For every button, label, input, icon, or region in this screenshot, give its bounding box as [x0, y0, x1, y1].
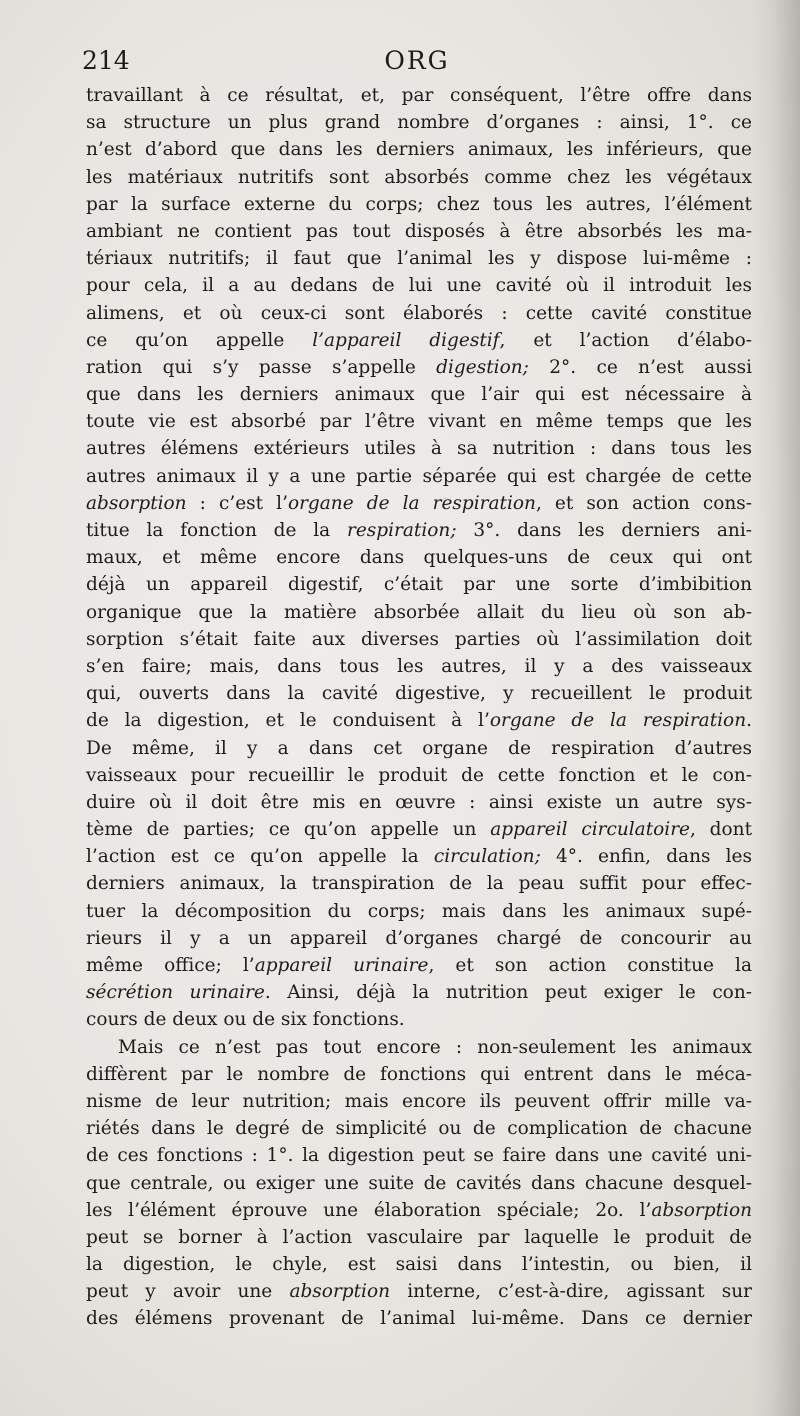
text-line: peut se borner à l’action vasculaire par laquelle le produit de [86, 1226, 752, 1248]
text-line: organique que la matière absorbée allait du lieu où son ab- [86, 601, 752, 623]
text-line: derniers animaux, la transpiration de la peau suffit pour effec- [86, 873, 752, 895]
text-line: cours de deux ou de six fonctions. [86, 1009, 405, 1031]
text-line: tériaux nutritifs; il faut que l’animal les y dispose lui-même : [86, 248, 752, 270]
text-line: des élémens provenant de l’animal lui-même. Dans ce dernier [86, 1308, 752, 1330]
text-line: les l’élément éprouve une élaboration spéciale; 2o. l’absorption [86, 1199, 752, 1221]
text-line: que centrale, ou exiger une suite de cavités dans chacune desquel- [86, 1172, 752, 1194]
text-line: autres animaux il y a une partie séparée qui est chargée de cette [86, 465, 752, 487]
text-line: s’en faire; mais, dans tous les autres, il y a des vaisseaux [86, 655, 752, 677]
text-line: ration qui s’y passe s’appelle digestion; 2°. ce n’est aussi [86, 356, 752, 378]
text-line: de la digestion, et le conduisent à l’organe de la respiration. [86, 710, 753, 732]
text-line: que dans les derniers animaux que l’air qui est nécessaire à [86, 384, 752, 406]
text-line: l’action est ce qu’on appelle la circulation; 4°. enfin, dans les [86, 846, 752, 868]
text-line: les matériaux nutritifs sont absorbés comme chez les végétaux [86, 166, 752, 188]
text-line: absorption : c’est l’organe de la respiration, et son action cons- [86, 492, 752, 514]
text-line: sa structure un plus grand nombre d’organes : ainsi, 1°. ce [86, 112, 752, 134]
text-line: la digestion, le chyle, est saisi dans l’intestin, ou bien, il [86, 1254, 752, 1276]
text-line: pour cela, il a au dedans de lui une cavité où il introduit les [86, 275, 752, 297]
text-line: travaillant à ce résultat, et, par conséquent, l’être offre dans [86, 85, 752, 106]
text-line: ce qu’on appelle l’appareil digestif, et l’action d’élabo- [86, 329, 752, 351]
text-line: sorption s’était faite aux diverses parties où l’assimilation doit [86, 628, 752, 650]
text-line: même office; l’appareil urinaire, et son action constitue la [86, 955, 752, 976]
text-line: tuer la décomposition du corps; mais dans les animaux supé- [86, 900, 752, 922]
body-text [86, 82, 752, 1333]
text-line: qui, ouverts dans la cavité digestive, y recueillent le produit [86, 683, 752, 705]
text-line: sécrétion urinaire. Ainsi, déjà la nutrition peut exiger le con- [86, 982, 752, 1004]
spine-shadow [752, 0, 800, 1416]
text-line: nisme de leur nutrition; mais encore ils peuvent offrir mille va- [86, 1090, 752, 1112]
text-line: Mais ce n’est pas tout encore : non-seulement les animaux [118, 1036, 752, 1058]
text-line: peut y avoir une absorption interne, c’est-à-dire, agissant sur [86, 1281, 752, 1303]
text-line: déjà un appareil digestif, c’était par une sorte d’imbibition [86, 574, 752, 596]
text-line: ambiant ne contient pas tout disposés à être absorbés les ma- [86, 220, 752, 242]
text-line: diffèrent par le nombre de fonctions qui entrent dans le méca- [86, 1063, 752, 1085]
text-line: titue la fonction de la respiration; 3°. dans les derniers ani- [86, 520, 752, 541]
text-line: de ces fonctions : 1°. la digestion peut se faire dans une cavité uni- [86, 1145, 752, 1167]
text-line: alimens, et où ceux-ci sont élaborés : cette cavité constitue [86, 302, 752, 324]
text-line: riétés dans le degré de simplicité ou de complication de chacune [86, 1118, 752, 1140]
text-line: n’est d’abord que dans les derniers animaux, les inférieurs, que [86, 139, 752, 161]
text-line: toute vie est absorbé par l’être vivant en même temps que les [86, 411, 752, 433]
text-line: maux, et même encore dans quelques-uns de ceux qui ont [86, 547, 752, 569]
text-line: duire où il doit être mis en œuvre : ainsi existe un autre sys- [86, 791, 752, 813]
text-line: tème de parties; ce qu’on appelle un appareil circulatoire, dont [86, 819, 752, 841]
page-number: 214 [82, 46, 130, 75]
text-line: rieurs il y a un appareil d’organes chargé de concourir au [86, 927, 752, 949]
text-line: autres élémens extérieurs utiles à sa nutrition : dans tous les [86, 438, 752, 460]
text-line: vaisseaux pour recueillir le produit de cette fonction et le con- [86, 764, 752, 786]
running-head: ORG [384, 46, 450, 75]
text-line: par la surface externe du corps; chez tous les autres, l’élément [86, 193, 752, 215]
page-header [82, 46, 752, 82]
text-line: De même, il y a dans cet organe de respiration d’autres [86, 737, 752, 759]
